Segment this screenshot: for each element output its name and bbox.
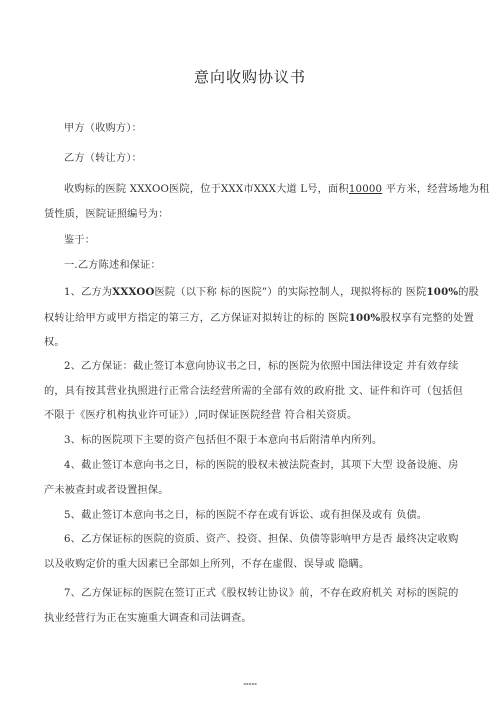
intro-text-pre: 收购标的医院 XXXOO医院，位于XXX市XXX大道 L号，面积 (64, 184, 349, 195)
intro-area: 10000 (348, 184, 383, 195)
item-1-c: 医院（以下称 标的医院”）的实际控制人，现拟将标的 医院 (154, 287, 427, 298)
item-7-line-2: 执业经营行为正在实施重大调查和司法调查。 (44, 613, 252, 624)
item-4-line-1: 4、截止签订本意向书之日，标的医院的股权未被法院查封，其项下大型 设备设施、房 (64, 460, 459, 471)
item-5-line-1: 5、截止签订本意向书之日，标的医院不存在或有诉讼、或有担保及或有 负债。 (64, 510, 428, 521)
document-title: 意向收购协议书 (193, 68, 306, 86)
party-b-line: 乙方（转让方）： (64, 153, 142, 164)
item-7-line-1: 7、乙方保证标的医院在签订正式《股权转让协议》前，不存在政府机关 对标的医院的 (64, 588, 459, 599)
item-1-b: XXXOO (112, 286, 155, 298)
item-1-l2-c: 股权享有完整的处置 (380, 313, 474, 324)
item-1-l2: 权转让给甲方或甲方指定的第三方，乙方保证对拟转让的标的 医院 (44, 313, 349, 324)
item-2-line-1: 2、乙方保证：截止签订本意向协议书之日，标的医院为依照中国法律设定 并有效存续 (64, 361, 459, 372)
item-1-line-3: 权。 (44, 337, 65, 348)
page-footer-mark: ▪▪▪▪▪ (243, 681, 257, 686)
intro-line-1 (64, 183, 490, 197)
party-a-line: 甲方（收购方）： (64, 123, 142, 134)
item-3-line-1: 3、标的医院项下主要的资产包括但不限于本意向书后附清单内所列。 (64, 435, 383, 446)
item-6-line-2: 以及收购定价的重大因素已全部如上所列，不存在虚假、误导或 隐瞒。 (44, 559, 370, 570)
item-1-line-2 (44, 311, 474, 326)
section-1-heading: 一.乙方陈述和保证： (64, 260, 161, 271)
jianyu-line: 鉴于： (64, 235, 96, 246)
item-1-e: 的股 (458, 287, 480, 298)
item-1-d: 100% (426, 286, 459, 298)
item-2-line-2: 的，具有按其营业执照进行正常合法经营所需的全部有效的政府批 文、证件和许可（包括但 (44, 386, 463, 397)
item-1-line-1 (64, 285, 479, 300)
item-2-line-3: 不限于《医疗机构执业许可证》）,同时保证医院经营 符合相关资质。 (44, 410, 358, 421)
item-1-a: 1、乙方为 (64, 287, 113, 298)
item-4-line-2: 产未被查封或者设置担保。 (44, 485, 169, 496)
intro-line-2: 赁性质，医院证照编号为： (44, 209, 169, 220)
item-1-l2-b: 100% (348, 312, 381, 324)
item-6-line-1: 6、乙方保证标的医院的资质、资产、投资、担保、负债等影响甲方是否 最终决定收购 (64, 534, 459, 545)
intro-text-post: 平方米，经营场地为租 (382, 184, 490, 195)
